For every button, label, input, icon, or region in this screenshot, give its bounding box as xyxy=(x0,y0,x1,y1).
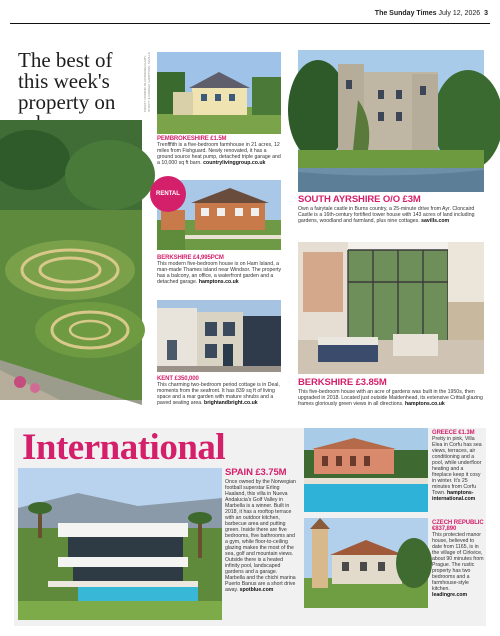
spain-text: Once owned by the Norwegian football superstar Erling Haaland, this villa in Nueva Andalucia's Golf Valley in Marbella is a winner. Built in 2018, it has a rooftop terrace with an outdoor kitchen, barbecue area and putting green. Inside there are five bedrooms, five bathrooms and a gym, while floor-to-ceiling glazing makes the most of the sea, golf and mountain views. Outside there is a heated infinity pool, landscaped gardens and a garage. Marbella and the chichi marina Puerto Banus are a short drive away. xyxy=(225,479,296,593)
page-title: The best of this week's property on xyxy=(18,48,116,114)
greece-villa-photo xyxy=(304,428,428,512)
international-heading: International xyxy=(22,427,226,468)
berkshire-rental-price: BERKSHIRE £4,995PCM xyxy=(157,255,224,261)
spain-caption xyxy=(225,468,297,593)
south-ayrshire-castle-photo xyxy=(298,50,484,192)
spain-price: SPAIN £3.75M xyxy=(225,467,287,478)
berkshire-sale-link[interactable]: hamptons.co.uk xyxy=(404,401,445,407)
berkshire-sale-caption xyxy=(298,378,484,407)
photo-credit: CREDIT: DOMINIC BLACKMORE/ALAMY; STRUTT & PARKER; HAMPTONS; SAVILLS xyxy=(143,52,151,112)
berkshire-rental-link[interactable]: hamptons.co.uk xyxy=(198,279,239,285)
greece-link[interactable]: hamptons-international.com xyxy=(432,490,476,502)
pembrokeshire-farmhouse-photo xyxy=(157,52,281,134)
greece-text: Pretty in pink, Villa Elea in Corfu has sea views, terraces, air conditioning and a pool, while underfloor heating and a fireplace keep it cosy in winter. It's 25 minutes from Corfu Town. xyxy=(432,436,482,496)
page-number: 3 xyxy=(484,10,488,17)
page-header xyxy=(10,10,490,24)
pembrokeshire-link[interactable]: countrylivinggroup.co.uk xyxy=(203,160,266,166)
pembrokeshire-price: PEMBROKESHIRE £1.5M xyxy=(157,136,227,142)
kent-text: This charming two-bedroom period cottage is in Deal, moments from the seafront. It has 839 sq ft of living space and a rear garden with mature shrubs and a paved seating area. xyxy=(157,382,280,406)
garden-maze-photo xyxy=(0,120,142,400)
south-ayrshire-link[interactable]: savills.com xyxy=(421,218,450,224)
pembrokeshire-caption xyxy=(157,136,283,166)
berkshire-house-interior-photo xyxy=(298,242,484,374)
rental-badge: RENTAL xyxy=(150,176,186,212)
czech-link[interactable]: leadingre.com xyxy=(432,592,468,598)
spain-villa-photo xyxy=(18,468,222,620)
kent-price: KENT £350,000 xyxy=(157,376,199,382)
kent-cottage-photo xyxy=(157,300,281,372)
berkshire-rental-text: This modern five-bedroom house is on Ham Island, a man-made Thames island near Windsor. The property has a balcony, an office, a waterfront garden and a detached garage. xyxy=(157,261,282,285)
kent-link[interactable]: brightandbright.co.uk xyxy=(204,400,258,406)
czech-manor-photo xyxy=(304,518,428,608)
czech-price: CZECH REPUBLIC €837,890 xyxy=(432,520,484,532)
south-ayrshire-price: SOUTH AYRSHIRE O/O £3M xyxy=(298,194,421,205)
greece-price: GREECE €1.3M xyxy=(432,430,475,436)
pembrokeshire-text: Trenfffith is a five-bedroom farmhouse in 21 acres, 12 miles from Fishguard. Newly renovated, it has a ground source heat pump, detached triple garage and a 10,000 sq ft barn. xyxy=(157,142,281,166)
newspaper-name: The Sunday Times xyxy=(374,10,437,17)
kent-caption xyxy=(157,376,283,406)
greece-caption xyxy=(432,430,484,502)
south-ayrshire-caption xyxy=(298,195,484,224)
spain-link[interactable]: spotblue.com xyxy=(239,587,274,593)
czech-caption xyxy=(432,520,484,598)
berkshire-rental-photo xyxy=(185,180,281,250)
berkshire-sale-text: This five-bedroom house with an acre of gardens was built in the 1950s, then upgraded in 2018. Located just outside Maidenhead, its extensive Crittall glazing frames gloriously green views in all directions. xyxy=(298,389,483,407)
berkshire-sale-price: BERKSHIRE £3.85M xyxy=(298,377,387,388)
czech-text: This protected manor house, believed to date from 1165, is in the village of Cirkvice, about 90 minutes from Prague. The rustic property has two bedrooms and a farmhouse-style kitchen. xyxy=(432,532,484,592)
issue-date: July 12, 2026 xyxy=(438,10,481,17)
berkshire-rental-caption xyxy=(157,255,283,285)
south-ayrshire-text: Own a fairytale castle in Burns country, a 25-minute drive from Ayr. Cloncaird Castle is a 16th-century fortified tower house with 143 acres of land including gardens, woodland and farmland, plus nine cottages. xyxy=(298,206,475,224)
